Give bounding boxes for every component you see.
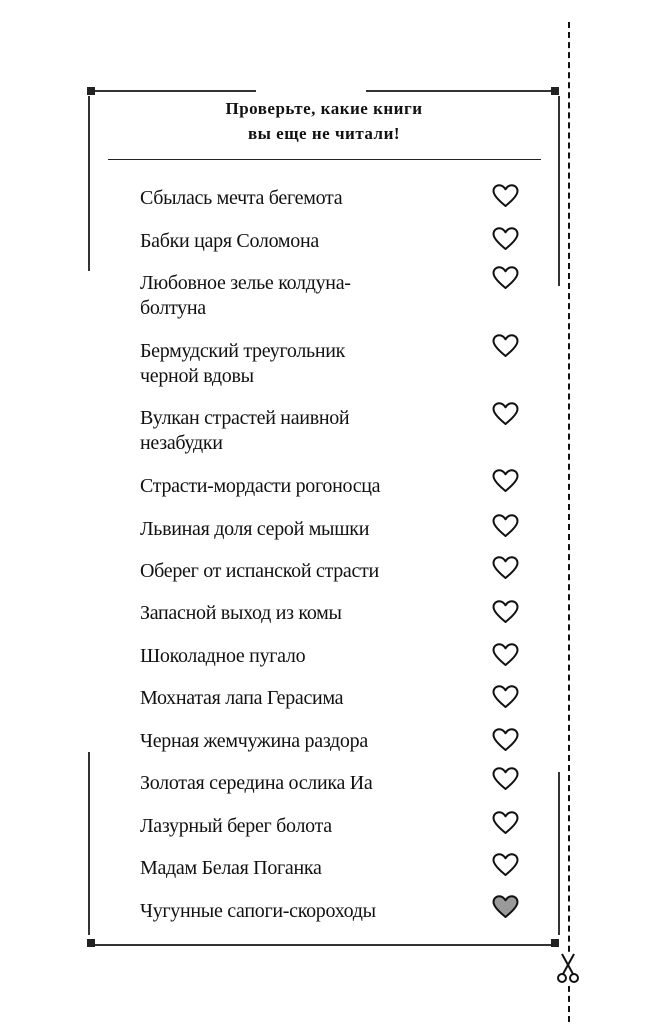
book-title-line: Вулкан страстей наивной [140,407,350,429]
book-title [140,899,480,924]
book-title [140,601,480,626]
frame-left-bottom-rule [88,752,90,935]
book-title-line: Любовное зелье колдуна- [140,272,351,294]
book-title [140,474,480,499]
book-title [140,229,480,254]
frame-corner-top-right [551,87,559,95]
heart-icon[interactable] [491,468,520,493]
heart-icon[interactable] [491,226,520,251]
book-title [140,271,480,321]
book-title [140,406,480,456]
heart-icon[interactable] [491,684,520,709]
book-title [140,729,480,754]
heart-icon[interactable] [491,727,520,752]
book-title [140,339,480,389]
cut-line [568,22,570,1022]
frame-bottom-rule [94,944,554,946]
book-title [140,814,480,839]
frame-left-top-rule [88,96,90,271]
heart-icon[interactable] [491,265,520,290]
book-title [140,644,480,669]
heart-icon[interactable] [491,183,520,208]
book-title [140,771,480,796]
title-line-2: вы еще не читали! [247,124,401,143]
book-title-line: Золотая середина ослика Иа [140,772,373,794]
book-title-line: незабудки [140,432,223,454]
title-line-1: Проверьте, какие книги [225,99,423,118]
book-title-line: болтуна [140,297,206,319]
heart-icon[interactable] [491,513,520,538]
book-title-line: Шоколадное пугало [140,645,306,667]
book-title-line: Бермудский треугольник [140,340,346,362]
heart-icon[interactable] [491,894,520,919]
book-title [140,186,480,211]
book-title-line: Львиная доля серой мышки [140,518,370,540]
book-title-line: Мадам Белая Поганка [140,857,322,879]
frame-right-bottom-rule [558,772,560,935]
scissors-icon [556,952,580,986]
frame-top-left-rule [94,90,256,92]
heart-icon[interactable] [491,401,520,426]
book-title-line: Оберег от испанской страсти [140,560,379,582]
book-title-line: черной вдовы [140,365,254,387]
frame-corner-top-left [87,87,95,95]
heart-icon[interactable] [491,766,520,791]
book-title [140,517,480,542]
book-title-line: Запасной выход из комы [140,602,342,624]
book-title-line: Лазурный берег болота [140,815,332,837]
title-divider [108,159,541,160]
heart-icon[interactable] [491,852,520,877]
book-title [140,686,480,711]
frame-corner-bottom-right [551,939,559,947]
frame-top-right-rule [366,90,554,92]
book-title-line: Чугунные сапоги-скороходы [140,900,376,922]
book-title-line: Мохнатая лапа Герасима [140,687,344,709]
book-title [140,559,480,584]
book-title-line: Сбылась мечта бегемота [140,187,343,209]
book-title-line: Черная жемчужина раздора [140,730,368,752]
book-title-line: Бабки царя Соломона [140,230,319,252]
book-title [140,856,480,881]
page-title [108,96,540,146]
heart-icon[interactable] [491,599,520,624]
heart-icon[interactable] [491,333,520,358]
book-title-line: Страсти-мордасти рогоносца [140,475,381,497]
frame-right-top-rule [558,96,560,286]
heart-icon[interactable] [491,642,520,667]
heart-icon[interactable] [491,555,520,580]
heart-icon[interactable] [491,810,520,835]
frame-corner-bottom-left [87,939,95,947]
